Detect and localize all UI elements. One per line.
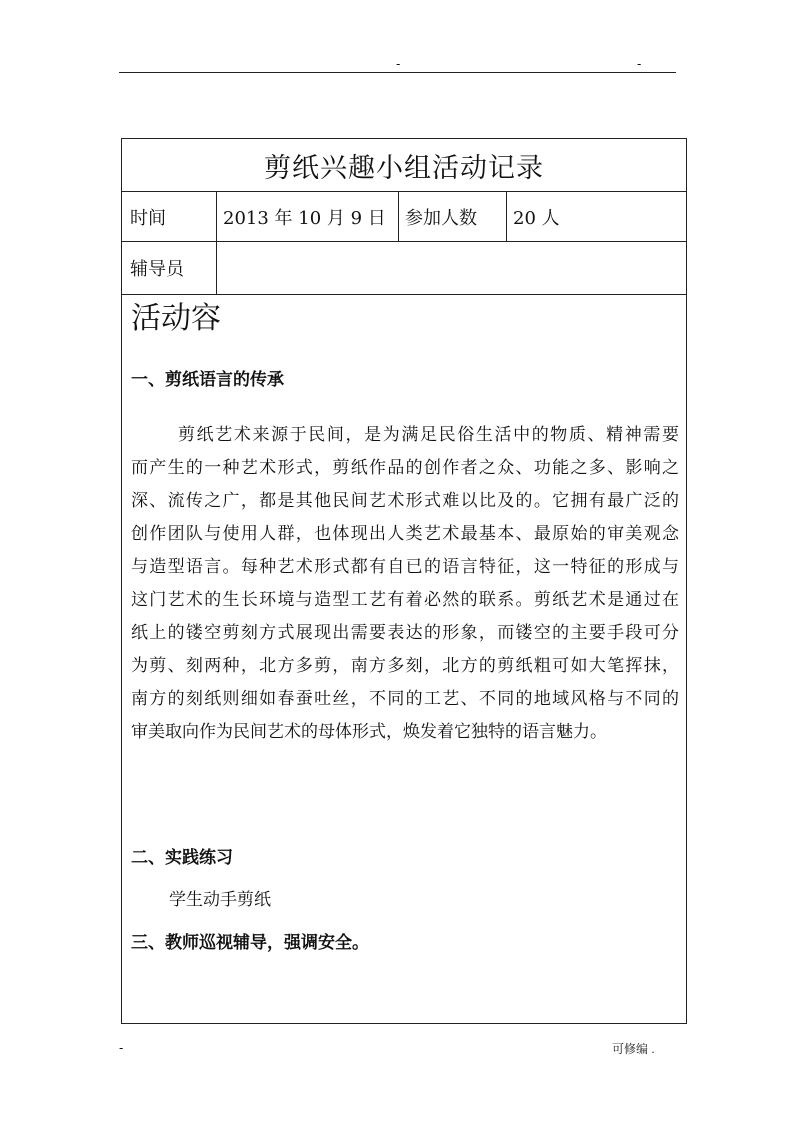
header-dash-left: - bbox=[396, 57, 401, 71]
paragraph-line: 与造型语言。每种艺术形式都有自已的语言特征，这一特征的形成与 bbox=[131, 557, 679, 577]
heritage-paragraph bbox=[131, 419, 679, 749]
section-heading-supervision: 三、教师巡视辅导，强调安全。 bbox=[131, 933, 369, 953]
record-title: 剪纸兴趣小组活动记录 bbox=[122, 139, 687, 192]
paragraph-line: 纸上的镂空剪刻方式展现出需要表达的形象，而镂空的主要手段可分 bbox=[131, 623, 679, 643]
activity-record-table bbox=[121, 138, 687, 1024]
practice-text: 学生动手剪纸 bbox=[169, 890, 271, 910]
paragraph-line: 南方的刻纸则细如春蚕吐丝，不同的工艺、不同的地域风格与不同的 bbox=[131, 689, 679, 709]
activity-content-cell bbox=[122, 295, 687, 1024]
tutor-label: 辅导员 bbox=[122, 242, 217, 295]
participants-value: 20 人 bbox=[507, 192, 687, 242]
tutor-value bbox=[217, 242, 687, 295]
paragraph-line: 审美取向作为民间艺术的母体形式，焕发着它独特的语言魅力。 bbox=[131, 722, 607, 742]
section-heading-practice: 二、实践练习 bbox=[131, 848, 233, 868]
paragraph-line: 这门艺术的生长环境与造型工艺有着必然的联系。剪纸艺术是通过在 bbox=[131, 590, 679, 610]
paragraph-line: 而产生的一种艺术形式，剪纸作品的创作者之众、功能之多、影响之 bbox=[131, 458, 679, 478]
paragraph-line: 为剪、刻两种，北方多剪，南方多刻，北方的剪纸粗可如大笔挥抹， bbox=[131, 656, 679, 676]
header-dash-right: - bbox=[637, 57, 642, 71]
paragraph-line: 剪纸艺术来源于民间，是为满足民俗生活中的物质、精神需要 bbox=[178, 425, 679, 445]
paragraph-line: 创作团队与使用人群，也体现出人类艺术最基本、最原始的审美观念 bbox=[131, 524, 679, 544]
header-rule bbox=[119, 72, 676, 73]
paragraph-line: 深、流传之广，都是其他民间艺术形式难以比及的。它拥有最广泛的 bbox=[131, 491, 679, 511]
time-value: 2013 年 10 月 9 日 bbox=[217, 192, 399, 242]
content-heading: 活动容 bbox=[131, 301, 221, 336]
time-label: 时间 bbox=[122, 192, 217, 242]
participants-label: 参加人数 bbox=[399, 192, 507, 242]
footer-dash: - bbox=[119, 1041, 124, 1055]
footer-editable-note: 可修编 . bbox=[612, 1042, 655, 1056]
section-heading-heritage: 一、剪纸语言的传承 bbox=[131, 370, 284, 390]
